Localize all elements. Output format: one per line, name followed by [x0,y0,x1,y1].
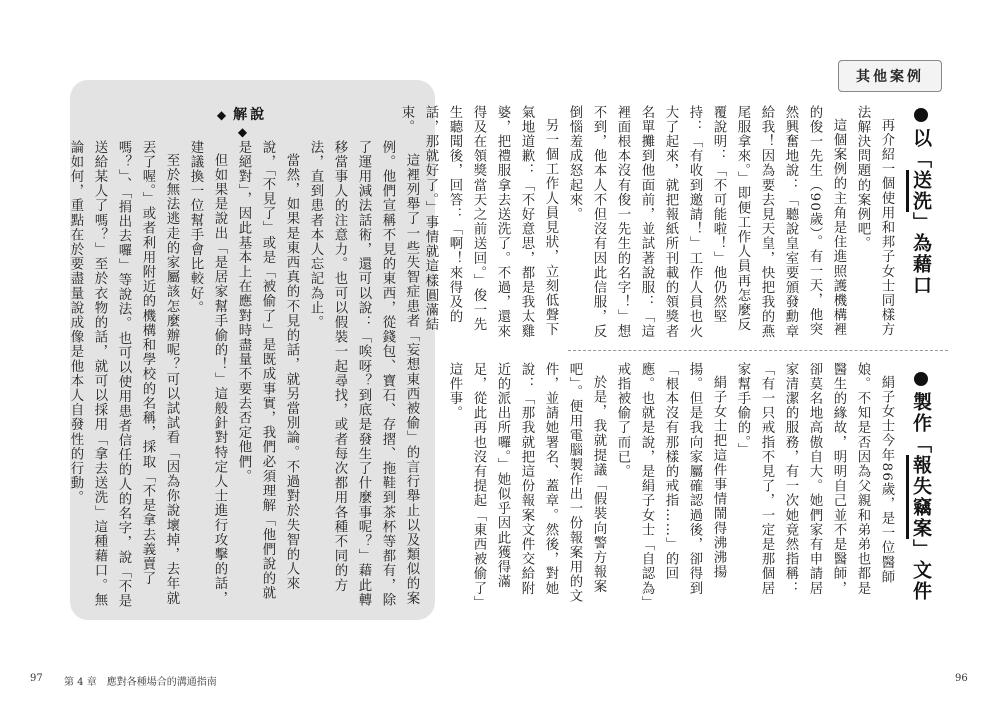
case2-paragraph: 絹子女士今年86歲，是一位醫師娘。不知是否因為父親和弟弟也都是醫生的緣故，明明自己並不是醫師，卻莫名地高傲自大。她們家有申請居家清潔的服務，有一次她竟然指稱：「有一只戒指不見了，一定是那個居家幫手偷的。」 [735,362,894,596]
case1-heading-highlight: 送洗 [910,170,932,212]
case2-heading-post: 」文件 [910,539,932,602]
case1-text-column [399,105,898,343]
explanation-title [212,104,272,140]
case2-paragraph: 絹子女士把這件事情鬧得沸沸揚揚。但是我向家屬確認過後，卻得到「根本沒有那樣的戒指……」的回應。也就是說，是絹子女士「自認為」戒指被偷了而已。 [615,362,726,604]
case2-heading-highlight: 報失竊案 [910,455,932,539]
bullet-icon [914,108,928,122]
bullet-icon [914,372,928,386]
case1-heading-pre: 以「 [910,128,932,170]
diamond-icon: ◆ [216,108,230,122]
section-divider [568,350,948,351]
explanation-text-column [68,140,423,610]
section-tab-other-cases: 其他案例 [838,60,942,92]
case1-heading [908,108,935,338]
case2-heading [908,372,935,602]
explanation-paragraph: 當然，如果是東西真的不見的話，就另當別論。不過對於失智的人來說，「不見了」或是「被偷了」是既成事實，我們必須理解「他們說的就是絕對」，因此基本上在應對時盡量不要去否定他們。 [236,140,299,601]
explanation-paragraph: 但如果是說出「是居家幫手偷的！」這般針對特定人士進行攻擊的話，建議換一位幫手會比較好。 [188,140,227,606]
running-footer: 第 4 章 應對各種場合的溝通指南 [64,677,217,688]
page-number-left: 97 [30,673,43,684]
diamond-icon: ◆ [237,125,251,139]
case1-paragraph: 再介紹一個使用和邦子女士同樣方法解決問題的案例吧。 [855,105,894,338]
case1-paragraph: 另一個工作人員見狀，立刻低聲下氣地道歉：「不好意思，都是我太雞婆，把禮服拿去送洗了。不過，還來得及在領獎當天之前送回。」俊一先生聽聞後，回答：「啊！來得及的話，那就好了。」事情就這樣圓滿結束。 [399,105,558,339]
case2-paragraph: 於是，我就提議「假裝向警方報案吧」。便用電腦製作出一份報案用的文件，並請她署名、蓋章。然後，對她說：「那我就把這份報案文件交給附近的派出所囉。」她似乎因此獲得滿足，從此再也沒有提起「東西被偷了」這件事。 [447,362,606,604]
case1-paragraph: 這個案例的主角是住進照護機構裡的俊一先生（90歲）。有一天，他突然興奮地說：「聽說皇室要頒發勳章給我！因為要去見天皇，快把我的燕尾服拿來。」即便工作人員再怎麼反覆說明：「不可能啦！」他仍然堅持：「有收到邀請！」工作人員也火大了起來，就把報紙所刊載的領獎者名單攤到他面前，並試著說服：「這裡面根本沒有俊一先生的名字！」想不到，他本人不但沒有因此信服，反倒惱羞成怒起來。 [567,105,846,339]
case1-heading-post: 」為藉口 [910,212,932,296]
case2-text-column [447,362,898,607]
case2-heading-pre: 製作「 [910,392,932,455]
explanation-paragraph: 這裡列舉了一些失智症患者「妄想東西被偷」的言行舉止以及類似的案例。他們宣稱不見的東西，從錢包、寶石、存摺、拖鞋到茶杯等都有，除了運用減法話術，還可以說：「唉呀？到底是發生了什麼事呢？」藉此轉移當事人的注意力。也可以假裝一起尋找，或者每次都用各種不同的方法，直到患者本人忘記為止。 [308,140,419,608]
page-number-right: 96 [955,673,968,684]
explanation-paragraph: 至於無法逃走的家屬該怎麼辦呢？可以試試看「因為你說壞掉，去年就丟了喔。」或者利用附近的機構和學校的名稱，採取「不是拿去義賣了嗎？」、「捐出去囉」等說法。也可以使用患者信任的人的名字，說「不是送給某人了嗎？」至於衣物的話，就可以採用「拿去送洗」這種藉口。無論如何，重點在於要盡量說成像是他本人自發性的行動。 [68,140,179,609]
explanation-title-text: 解說 [233,107,268,123]
